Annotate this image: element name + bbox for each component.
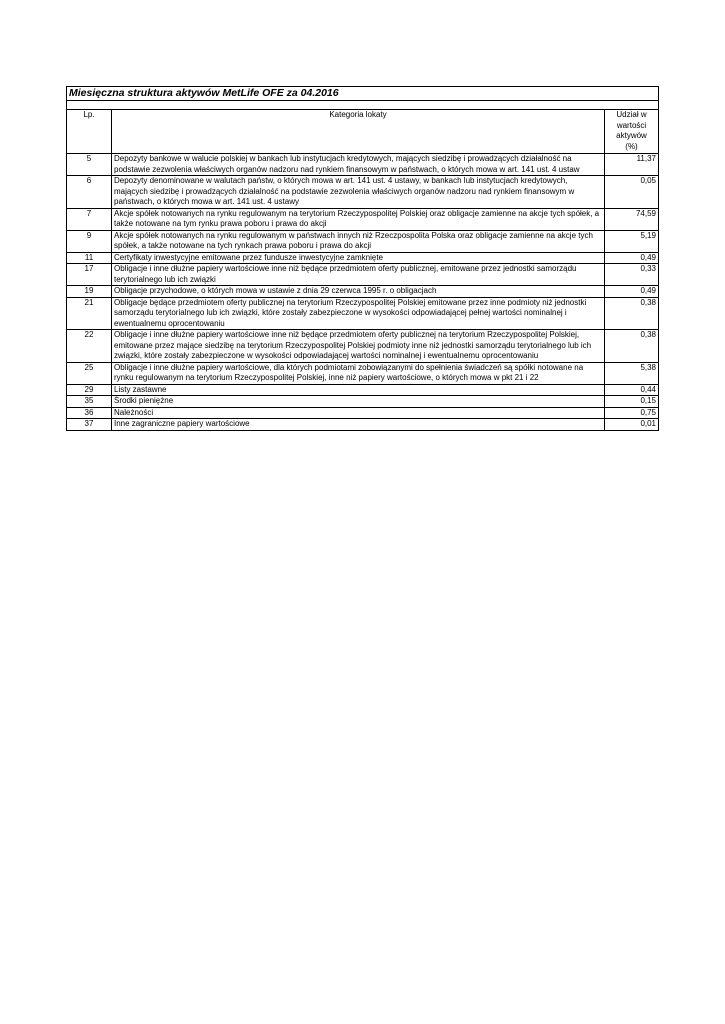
- row-share: 0,75: [605, 407, 659, 419]
- row-share: 0,15: [605, 396, 659, 408]
- table-row: [67, 384, 659, 396]
- row-category: Obligacje będące przedmiotem oferty publicznej na terytorium Rzeczypospolitej Polskiej emitowane przez inne podmioty niż jednostki samorządu terytorialnego lub ich związki, które zostały zabezpieczone w wysokości odpowiadającej pełnej wartości nominalnej i ewentualnemu oprocentowaniu: [112, 297, 605, 330]
- header-row: [67, 110, 659, 154]
- row-share: 0,38: [605, 330, 659, 363]
- table-row: [67, 407, 659, 419]
- header-share-line: wartości: [616, 120, 647, 130]
- table-row: [67, 154, 659, 176]
- row-lp: 35: [67, 396, 112, 408]
- table-row: [67, 208, 659, 230]
- row-share: 0,38: [605, 297, 659, 330]
- row-category: Inne zagraniczne papiery wartościowe: [112, 419, 605, 431]
- row-category: Obligacje i inne dłużne papiery wartościowe, dla których podmiotami zobowiązanymi do spełnienia świadczeń są spółki notowane na rynku regulowanym na terytorium Rzeczypospolitej Polskiej, inne niż papiery wartościowe, o których mowa w pkt 21 i 22: [112, 362, 605, 384]
- row-share: 0,49: [605, 286, 659, 298]
- table-row: [67, 252, 659, 264]
- header-lp: Lp.: [67, 110, 112, 154]
- header-share-line: aktywów: [616, 131, 647, 140]
- row-share: 0,44: [605, 384, 659, 396]
- row-share: 0,49: [605, 252, 659, 264]
- row-category: Obligacje i inne dłużne papiery wartościowe inne niż będące przedmiotem oferty publicznej na terytorium Rzeczypospolitej Polskiej, emitowane przez mające siedzibę na terytorium Rzeczypospolitej Polskiej podmioty inne niż jednostki samorządu terytorialnego lub ich związki, które zostały zabezpieczone w wysokości odpowiadającej wartości nominalnej i ewentualnemu oprocentowaniu: [112, 330, 605, 363]
- table-row: [67, 362, 659, 384]
- table-row: [67, 419, 659, 431]
- row-category: Należności: [112, 407, 605, 419]
- row-lp: 37: [67, 419, 112, 431]
- row-lp: 29: [67, 384, 112, 396]
- row-category: Certyfikaty inwestycyjne emitowane przez fundusze inwestycyjne zamknięte: [112, 252, 605, 264]
- row-lp: 25: [67, 362, 112, 384]
- row-share: 5,38: [605, 362, 659, 384]
- table-title: Miesięczna struktura aktywów MetLife OFE za 04.2016: [67, 87, 659, 101]
- row-category: Listy zastawne: [112, 384, 605, 396]
- row-category: Akcje spółek notowanych na rynku regulowanym w państwach innych niż Rzeczpospolita Polska oraz obligacje zamienne na akcje tych spółek, a także notowane na tych rynkach prawa poboru i prawa do akcji: [112, 230, 605, 252]
- row-lp: 5: [67, 154, 112, 176]
- table-row: [67, 286, 659, 298]
- row-lp: 17: [67, 264, 112, 286]
- header-share-line: Udział w: [616, 110, 647, 119]
- asset-structure-sheet: [66, 86, 658, 431]
- row-lp: 7: [67, 208, 112, 230]
- row-share: 5,19: [605, 230, 659, 252]
- row-share: 0,33: [605, 264, 659, 286]
- row-lp: 19: [67, 286, 112, 298]
- row-category: Depozyty bankowe w walucie polskiej w bankach lub instytucjach kredytowych, mających siedzibę i prowadzących działalność na podstawie zezwolenia właściwych organów nadzoru nad rynkiem finansowym w państwach, o których mowa w art. 141 ust. 4 ustaw: [112, 154, 605, 176]
- table-row: [67, 396, 659, 408]
- row-category: Środki pieniężne: [112, 396, 605, 408]
- row-lp: 9: [67, 230, 112, 252]
- header-category: Kategoria lokaty: [112, 110, 605, 154]
- row-category: Akcje spółek notowanych na rynku regulowanym na terytorium Rzeczypospolitej Polskiej oraz obligacje zamienne na akcje tych spółek, a także notowane na tym rynku prawa poboru i prawa do akcji: [112, 208, 605, 230]
- row-lp: 36: [67, 407, 112, 419]
- row-share: 0,01: [605, 419, 659, 431]
- row-share: 11,37: [605, 154, 659, 176]
- table-row: [67, 230, 659, 252]
- row-lp: 21: [67, 297, 112, 330]
- row-lp: 6: [67, 176, 112, 209]
- asset-structure-table: [66, 86, 659, 431]
- header-share-line: (%): [625, 141, 638, 151]
- table-row: [67, 264, 659, 286]
- spacer-row: [67, 101, 659, 110]
- spacer-cell: [67, 101, 659, 110]
- title-row: [67, 87, 659, 101]
- row-lp: 22: [67, 330, 112, 363]
- table-row: [67, 297, 659, 330]
- header-share: [605, 110, 659, 154]
- table-row: [67, 176, 659, 209]
- row-lp: 11: [67, 252, 112, 264]
- row-share: 0,05: [605, 176, 659, 209]
- row-category: Obligacje i inne dłużne papiery wartościowe inne niż będące przedmiotem oferty publicznej, emitowane przez jednostki samorządu terytorialnego lub ich związki: [112, 264, 605, 286]
- row-category: Depozyty denominowane w walutach państw, o których mowa w art. 141 ust. 4 ustawy, w bankach lub instytucjach kredytowych, mających siedzibę i prowadzących działalność na podstawie zezwolenia właściwych organów nadzoru nad rynkiem finansowym w państwach, o których mowa w art. 141 ust. 4 ustawy: [112, 176, 605, 209]
- row-share: 74,59: [605, 208, 659, 230]
- table-row: [67, 330, 659, 363]
- row-category: Obligacje przychodowe, o których mowa w ustawie z dnia 29 czerwca 1995 r. o obligacjach: [112, 286, 605, 298]
